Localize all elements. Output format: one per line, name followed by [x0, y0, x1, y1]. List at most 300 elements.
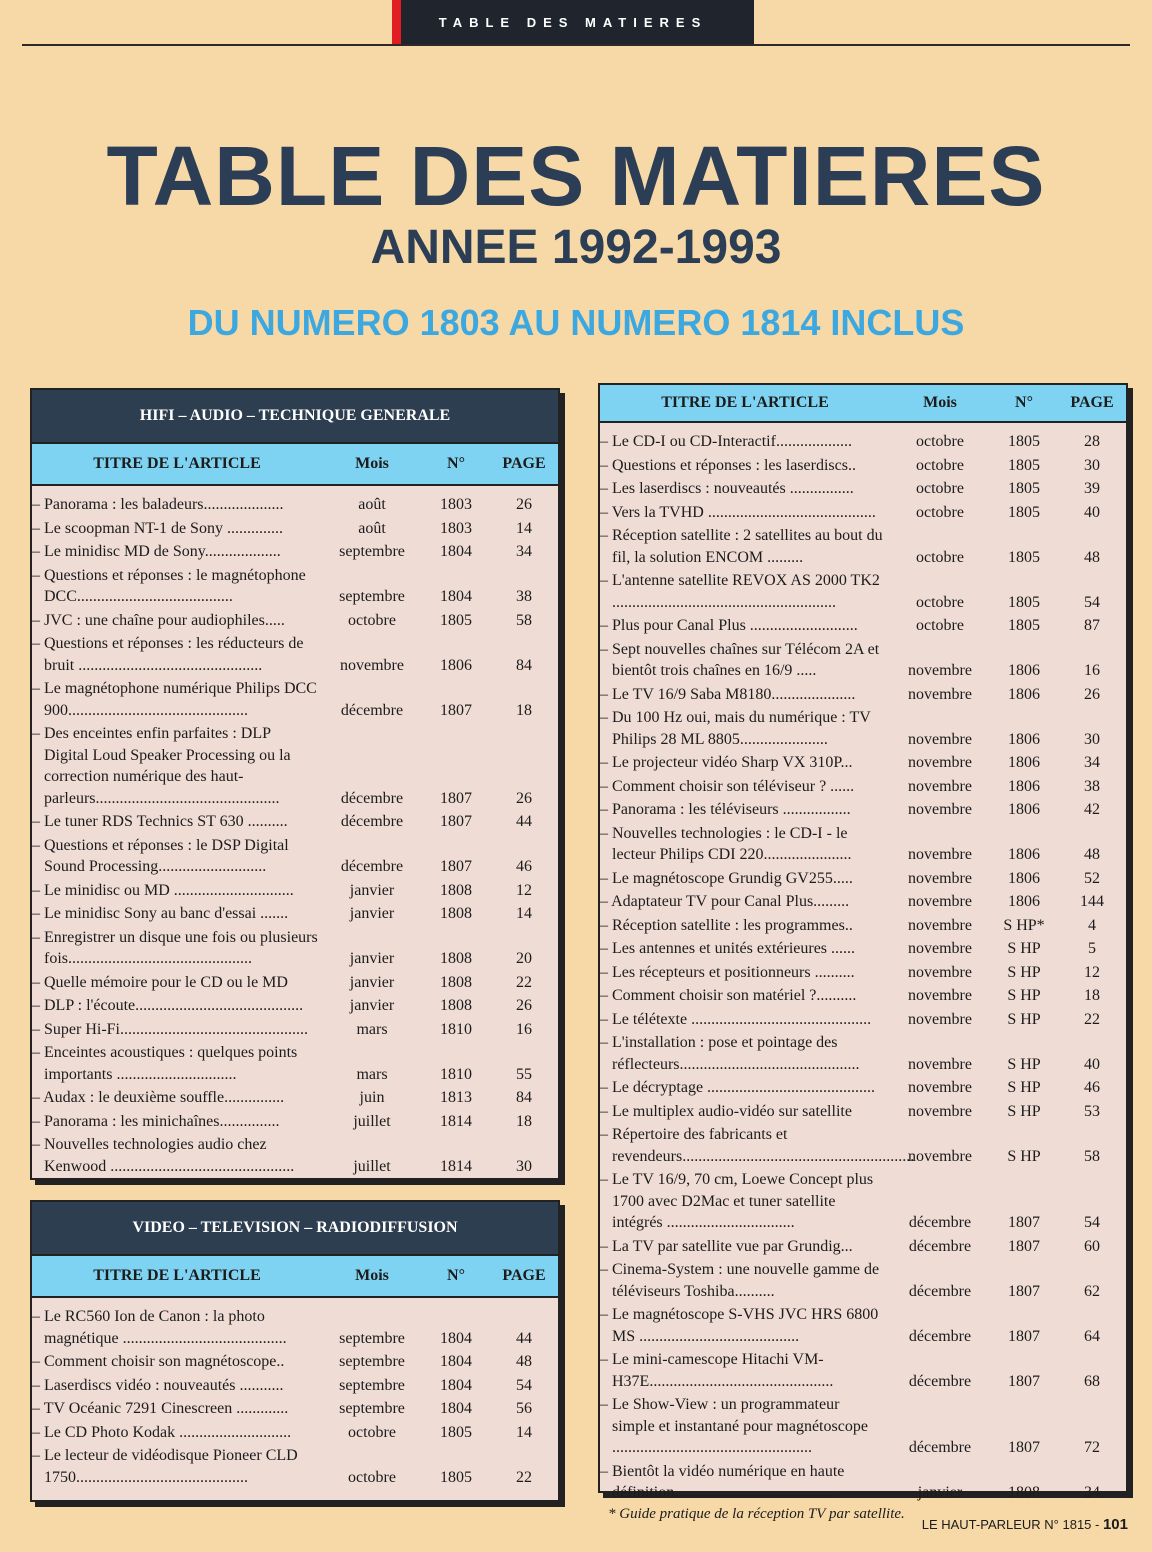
article-title: – Questions et réponses : les laserdiscs..: [600, 456, 856, 474]
table-row: [600, 868, 1126, 890]
table-row: [32, 903, 558, 925]
month-cell: janvier: [349, 950, 395, 967]
table-row: [600, 455, 1126, 477]
page-cell: 26: [1084, 685, 1100, 703]
number-cell: 1807: [440, 858, 472, 875]
number-cell: S HP: [1007, 1010, 1041, 1028]
page-cell: 72: [1084, 1439, 1100, 1456]
article-title: – L'antenne satellite REVOX AS 2000 TK2 ........................................................: [600, 572, 880, 611]
month-cell: novembre: [908, 1147, 972, 1165]
article-title: – Répertoire des fabricants et revendeurs..........................................................: [600, 1126, 915, 1165]
page-footer: [922, 1516, 1128, 1533]
month-cell: novembre: [908, 754, 972, 771]
page-cell: 144: [1080, 893, 1104, 910]
table-row: [600, 891, 1126, 913]
footer-magazine: LE HAUT-PARLEUR N° 1815 -: [921, 1517, 1103, 1532]
hifi-column-headers: [32, 442, 558, 486]
table-row: [600, 1169, 1126, 1234]
table-row: [32, 927, 558, 970]
article-title: – Le scoopman NT-1 de Sony ..............: [32, 519, 283, 537]
table-row: [600, 1304, 1126, 1347]
col-page: PAGE: [502, 455, 546, 472]
article-title: – Questions et réponses : le magnétophone DCC.......................................: [32, 566, 306, 605]
number-cell: 1803: [440, 496, 472, 513]
month-cell: décembre: [340, 858, 404, 875]
month-cell: janvier: [349, 973, 395, 991]
article-title: – Audax : le deuxième souffle...............: [32, 1089, 285, 1106]
number-cell: S HP: [1007, 987, 1041, 1004]
page-cell: 38: [1084, 777, 1100, 795]
page-cell: 44: [516, 1329, 532, 1347]
issue-range: DU NUMERO 1803 AU NUMERO 1814 INCLUS: [187, 302, 965, 343]
col-title: TITRE DE L'ARTICLE: [661, 394, 829, 411]
page-cell: 18: [516, 1112, 532, 1130]
table-row: [600, 502, 1126, 524]
table-row: [600, 525, 1126, 568]
article-title: – Vers la TVHD ..........................................: [600, 503, 876, 521]
number-cell: S HP: [1007, 1079, 1041, 1096]
number-cell: 1807: [1008, 1282, 1040, 1300]
article-title: – Enceintes acoustiques : quelques points importants ..............................: [32, 1044, 298, 1083]
page-cell: 30: [1084, 730, 1100, 748]
page-cell: 39: [1084, 480, 1100, 497]
month-cell: octobre: [348, 1423, 396, 1441]
article-title: – Les antennes et unités extérieures ......: [600, 940, 856, 957]
page-cell: 54: [1084, 1214, 1100, 1231]
col-month: Mois: [355, 1267, 389, 1284]
table-row: [32, 1111, 558, 1133]
article-title: – Le magnétophone numérique Philips DCC 900.............................................: [32, 680, 317, 719]
page-cell: 38: [516, 588, 532, 605]
number-cell: 1805: [1008, 503, 1040, 521]
month-cell: novembre: [908, 730, 972, 748]
page-cell: 12: [1084, 963, 1100, 981]
header-tab-accent: [392, 0, 401, 44]
table-row: [32, 610, 558, 632]
article-title: – Le télétexte .............................................: [600, 1010, 872, 1028]
page-cell: 14: [516, 905, 532, 922]
table-row: [32, 1351, 558, 1373]
article-title: – Les laserdiscs : nouveautés ................: [600, 480, 854, 497]
page-subtitle: ANNEE 1992-1993: [370, 221, 782, 274]
article-title: – Le mini-camescope Hitachi VM-H37E..............................................: [600, 1351, 834, 1390]
table-row: [600, 962, 1126, 984]
number-cell: 1807: [440, 701, 472, 719]
month-cell: novembre: [908, 801, 972, 818]
page-cell: 84: [516, 1089, 532, 1106]
number-cell: 1805: [1008, 433, 1040, 450]
page-cell: 48: [1084, 548, 1100, 566]
page-cell: 30: [1084, 456, 1100, 474]
number-cell: 1805: [1008, 456, 1040, 474]
number-cell: 1806: [1008, 754, 1040, 771]
header-tab: [392, 0, 754, 44]
col-number: N°: [447, 1267, 465, 1284]
page-title: TABLE DES MATIERES: [106, 129, 1046, 223]
month-cell: décembre: [908, 1214, 972, 1231]
month-cell: septembre: [339, 1353, 405, 1370]
table-row: [32, 678, 558, 721]
article-title: – Le projecteur vidéo Sharp VX 310P...: [600, 754, 853, 771]
right-column-headers: [600, 385, 1126, 423]
number-cell: 1803: [440, 519, 472, 537]
month-cell: décembre: [340, 789, 404, 807]
article-title: – L'installation : pose et pointage des réflecteurs.............................................: [600, 1034, 860, 1073]
col-page: PAGE: [1070, 394, 1114, 411]
number-cell: S HP*: [1003, 916, 1045, 934]
month-cell: novembre: [908, 893, 972, 910]
table-row: [32, 1422, 558, 1444]
page-cell: 34: [1084, 1484, 1100, 1501]
number-cell: 1805: [440, 1423, 472, 1441]
hifi-heading: HIFI – AUDIO – TECHNIQUE GENERALE: [32, 390, 558, 442]
month-cell: mars: [356, 1020, 388, 1038]
article-title: – Réception satellite : 2 satellites au bout du fil, la solution ENCOM .........: [600, 527, 883, 566]
table-row: [32, 1445, 558, 1488]
table-row: [600, 1124, 1126, 1167]
number-cell: S HP: [1007, 940, 1041, 957]
month-cell: janvier: [349, 881, 395, 899]
table-row: [32, 972, 558, 994]
page-cell: 26: [516, 496, 532, 513]
col-month: Mois: [923, 394, 957, 411]
number-cell: 1804: [440, 588, 472, 605]
table-row: [600, 615, 1126, 637]
article-title: – Cinema-System : une nouvelle gamme de téléviseurs Toshiba..........: [600, 1261, 880, 1300]
table-row: [32, 518, 558, 540]
month-cell: novembre: [908, 777, 972, 795]
month-cell: octobre: [348, 1468, 396, 1486]
table-row: [600, 823, 1126, 866]
month-cell: septembre: [339, 1329, 405, 1347]
number-cell: 1808: [440, 950, 472, 967]
table-row: [32, 565, 558, 608]
article-title: – Questions et réponses : les réducteurs de bruit ..............................................: [32, 635, 304, 674]
article-title: – JVC : une chaîne pour audiophiles.....: [32, 611, 285, 629]
page-cell: 5: [1088, 940, 1096, 957]
number-cell: 1814: [440, 1157, 472, 1175]
page-cell: 53: [1084, 1102, 1100, 1120]
month-cell: juin: [359, 1089, 385, 1106]
article-title: – La TV par satellite vue par Grundig...: [600, 1237, 853, 1255]
article-title: – DLP : l'écoute..........................................: [32, 997, 304, 1014]
month-cell: juillet: [353, 1157, 391, 1175]
number-cell: 1804: [440, 1400, 472, 1417]
table-row: [32, 1306, 558, 1349]
table-row: [32, 1134, 558, 1177]
page-cell: 48: [1084, 846, 1100, 863]
col-page: PAGE: [502, 1267, 546, 1284]
header-tab-label: TABLE DES MATIERES: [438, 14, 708, 30]
table-row: [32, 811, 558, 833]
number-cell: 1805: [440, 1468, 472, 1486]
number-cell: 1805: [1008, 480, 1040, 497]
table-row: [600, 776, 1126, 798]
table-row: [600, 1259, 1126, 1302]
number-cell: S HP: [1007, 1055, 1041, 1073]
page-cell: 28: [1084, 433, 1100, 450]
number-cell: 1806: [1008, 846, 1040, 863]
table-row: [600, 1101, 1126, 1123]
article-title: – Comment choisir son téléviseur ? ......: [600, 777, 855, 795]
footnote: * Guide pratique de la réception TV par satellite.: [608, 1505, 905, 1522]
page-cell: 34: [1084, 754, 1100, 771]
table-row: [600, 478, 1126, 500]
number-cell: 1805: [1008, 617, 1040, 634]
page-cell: 18: [516, 701, 532, 719]
article-title: – Les récepteurs et positionneurs ..........: [600, 963, 855, 981]
month-cell: décembre: [908, 1327, 972, 1345]
number-cell: 1805: [440, 611, 472, 629]
page-cell: 22: [516, 1468, 532, 1486]
page-cell: 58: [1084, 1147, 1100, 1165]
number-cell: 1810: [440, 1065, 472, 1083]
page-cell: 30: [516, 1157, 532, 1175]
table-row: [32, 1019, 558, 1041]
month-cell: août: [358, 519, 386, 537]
table-row: [600, 1461, 1126, 1504]
page-cell: 18: [1084, 987, 1100, 1004]
number-cell: 1807: [1008, 1439, 1040, 1456]
month-cell: décembre: [908, 1237, 972, 1255]
table-row: [600, 639, 1126, 682]
month-cell: décembre: [340, 813, 404, 830]
article-title: – Panorama : les baladeurs....................: [32, 496, 284, 513]
number-cell: 1806: [1008, 777, 1040, 795]
number-cell: 1806: [1008, 869, 1040, 887]
page-cell: 14: [516, 1423, 532, 1441]
month-cell: septembre: [339, 1376, 405, 1394]
number-cell: 1805: [1008, 548, 1040, 566]
table-row: [600, 707, 1126, 750]
number-cell: 1806: [1008, 662, 1040, 679]
article-title: – Le CD Photo Kodak ............................: [32, 1423, 292, 1441]
page-cell: 64: [1084, 1327, 1100, 1345]
page-cell: 12: [516, 881, 532, 899]
article-title: – Adaptateur TV pour Canal Plus.........: [600, 893, 850, 910]
article-title: – Le TV 16/9 Saba M8180.....................: [600, 685, 856, 703]
table-row: [600, 1236, 1126, 1258]
number-cell: 1807: [1008, 1237, 1040, 1255]
page-cell: 40: [1084, 503, 1100, 521]
page-cell: 4: [1088, 916, 1096, 934]
article-title: – Le multiplex audio-vidéo sur satellite: [600, 1102, 852, 1120]
number-cell: 1808: [440, 973, 472, 991]
article-title: – Le CD-I ou CD-Interactif...................: [600, 433, 852, 450]
article-title: – Super Hi-Fi...............................................: [32, 1020, 308, 1038]
article-title: – Du 100 Hz oui, mais du numérique : TV Philips 28 ML 8805......................: [600, 709, 871, 748]
month-cell: novembre: [908, 685, 972, 703]
article-title: – Réception satellite : les programmes..: [600, 916, 853, 934]
number-cell: 1807: [1008, 1214, 1040, 1231]
right-rows: [600, 423, 1126, 1504]
month-cell: octobre: [916, 480, 964, 497]
page-cell: 16: [516, 1020, 532, 1038]
number-cell: 1804: [440, 543, 472, 560]
article-title: – Le magnétoscope Grundig GV255.....: [600, 869, 853, 887]
number-cell: 1807: [1008, 1327, 1040, 1345]
article-title: – Quelle mémoire pour le CD ou le MD: [32, 973, 288, 991]
page-cell: 40: [1084, 1055, 1100, 1073]
month-cell: novembre: [908, 869, 972, 887]
number-cell: 1808: [1008, 1484, 1040, 1501]
number-cell: 1806: [1008, 801, 1040, 818]
page-cell: 16: [1084, 662, 1100, 679]
page-cell: 34: [516, 543, 532, 560]
month-cell: décembre: [908, 1282, 972, 1300]
month-cell: septembre: [339, 588, 405, 605]
number-cell: 1808: [440, 881, 472, 899]
number-cell: 1804: [440, 1376, 472, 1394]
col-month: Mois: [355, 455, 389, 472]
month-cell: octobre: [348, 611, 396, 629]
table-row: [32, 835, 558, 878]
number-cell: 1806: [440, 656, 472, 674]
right-panel: [598, 383, 1128, 1522]
col-number: N°: [1015, 394, 1033, 411]
page-cell: 22: [1084, 1010, 1100, 1028]
month-cell: juillet: [353, 1112, 391, 1130]
table-row: [600, 1077, 1126, 1099]
video-rows: [32, 1298, 558, 1488]
article-title: – Plus pour Canal Plus ...........................: [600, 617, 858, 634]
article-title: – Enregistrer un disque une fois ou plusieurs fois..............................................: [32, 928, 318, 967]
table-row: [600, 1349, 1126, 1392]
video-panel: [30, 1200, 560, 1502]
table-row: [600, 684, 1126, 706]
number-cell: S HP: [1007, 1102, 1041, 1120]
table-row: [600, 431, 1126, 453]
month-cell: novembre: [908, 963, 972, 981]
month-cell: novembre: [908, 1010, 972, 1028]
page-cell: 56: [516, 1400, 532, 1417]
number-cell: S HP: [1007, 963, 1041, 981]
table-row: [32, 541, 558, 563]
month-cell: novembre: [908, 846, 972, 863]
month-cell: décembre: [340, 701, 404, 719]
table-row: [32, 1087, 558, 1109]
month-cell: janvier: [349, 997, 395, 1014]
video-column-headers: [32, 1254, 558, 1298]
number-cell: 1808: [440, 997, 472, 1014]
article-title: – Laserdiscs vidéo : nouveautés ...........: [32, 1376, 284, 1394]
table-row: [600, 915, 1126, 937]
page-cell: 84: [516, 656, 532, 674]
article-title: – Panorama : les téléviseurs .................: [600, 801, 851, 818]
page-cell: 20: [516, 950, 532, 967]
month-cell: novembre: [908, 987, 972, 1004]
number-cell: 1806: [1008, 893, 1040, 910]
article-title: – Le magnétoscope S-VHS JVC HRS 6800 MS ........................................: [600, 1306, 879, 1345]
table-row: [32, 995, 558, 1017]
article-title: – Nouvelles technologies audio chez Kenwood ..............................................: [32, 1136, 295, 1175]
article-title: – Le tuner RDS Technics ST 630 ..........: [32, 813, 288, 830]
page-cell: 48: [516, 1353, 532, 1370]
col-title: TITRE DE L'ARTICLE: [93, 455, 261, 472]
article-title: – Le minidisc Sony au banc d'essai .......: [32, 905, 289, 922]
article-title: – Des enceintes enfin parfaites : DLP Digital Loud Speaker Processing ou la correction numérique des haut-parleurs..............................................: [32, 725, 291, 807]
page-cell: 54: [516, 1376, 532, 1394]
month-cell: novembre: [908, 1102, 972, 1120]
number-cell: 1807: [1008, 1372, 1040, 1390]
table-row: [600, 799, 1126, 821]
month-cell: janvier: [917, 1484, 963, 1501]
number-cell: S HP: [1007, 1147, 1041, 1165]
number-cell: 1805: [1008, 593, 1040, 611]
table-row: [32, 1398, 558, 1420]
hifi-panel: [30, 388, 560, 1180]
article-title: – Sept nouvelles chaînes sur Télécom 2A et bientôt trois chaînes en 16/9 .....: [600, 640, 880, 679]
table-row: [32, 633, 558, 676]
table-row: [600, 752, 1126, 774]
page-cell: 62: [1084, 1282, 1100, 1300]
table-row: [32, 880, 558, 902]
footer-page-number: 101: [1102, 1516, 1128, 1533]
table-row: [32, 723, 558, 809]
article-title: – Panorama : les minichaînes...............: [32, 1112, 280, 1130]
page-cell: 14: [516, 519, 532, 537]
month-cell: septembre: [339, 543, 405, 560]
month-cell: novembre: [908, 916, 972, 934]
month-cell: août: [358, 496, 386, 513]
article-title: – Comment choisir son matériel ?..........: [600, 987, 857, 1004]
page-cell: 26: [516, 997, 532, 1014]
table-row: [600, 985, 1126, 1007]
number-cell: 1804: [440, 1329, 472, 1347]
article-title: – Questions et réponses : le DSP Digital Sound Processing...........................: [32, 836, 289, 875]
video-heading: VIDEO – TELEVISION – RADIODIFFUSION: [32, 1202, 558, 1254]
month-cell: octobre: [916, 617, 964, 634]
table-row: [600, 1032, 1126, 1075]
month-cell: mars: [356, 1065, 388, 1083]
table-row: [600, 938, 1126, 960]
table-row: [32, 1042, 558, 1085]
month-cell: octobre: [916, 548, 964, 566]
table-row: [600, 570, 1126, 613]
month-cell: novembre: [908, 662, 972, 679]
number-cell: 1807: [440, 813, 472, 830]
page-cell: 87: [1084, 617, 1100, 634]
table-row: [600, 1394, 1126, 1459]
month-cell: novembre: [908, 940, 972, 957]
article-title: – Le Show-View : un programmateur simple et instantané pour magnétoscope ..................................................: [600, 1396, 868, 1456]
number-cell: 1810: [440, 1020, 472, 1038]
page-cell: 54: [1084, 593, 1100, 611]
number-cell: 1813: [440, 1089, 472, 1106]
article-title: – Nouvelles technologies : le CD-I - le lecteur Philips CDI 220......................: [600, 824, 852, 863]
col-number: N°: [447, 455, 465, 472]
article-title: – Le lecteur de vidéodisque Pioneer CLD 1750...........................................: [32, 1447, 298, 1486]
month-cell: novembre: [908, 1055, 972, 1073]
page-cell: 58: [516, 611, 532, 629]
article-title: – Le TV 16/9, 70 cm, Loewe Concept plus 1700 avec D2Mac et tuner satellite intégrés ................................: [600, 1171, 874, 1231]
month-cell: janvier: [349, 905, 395, 922]
page-cell: 68: [1084, 1372, 1100, 1390]
table-row: [32, 1375, 558, 1397]
page-cell: 26: [516, 789, 532, 807]
month-cell: novembre: [908, 1079, 972, 1096]
article-title: – Comment choisir son magnétoscope..: [32, 1353, 285, 1370]
number-cell: 1807: [440, 789, 472, 807]
month-cell: décembre: [908, 1372, 972, 1390]
article-title: – Le RC560 Ion de Canon : la photo magnétique .........................................: [32, 1308, 287, 1347]
article-title: – Bientôt la vidéo numérique en haute définition........................................: [600, 1462, 845, 1501]
article-title: – TV Océanic 7291 Cinescreen .............: [32, 1400, 289, 1417]
hifi-rows: [32, 486, 558, 1177]
col-title: TITRE DE L'ARTICLE: [93, 1267, 261, 1284]
table-row: [600, 1009, 1126, 1031]
article-title: – Le minidisc MD de Sony...................: [32, 543, 281, 560]
